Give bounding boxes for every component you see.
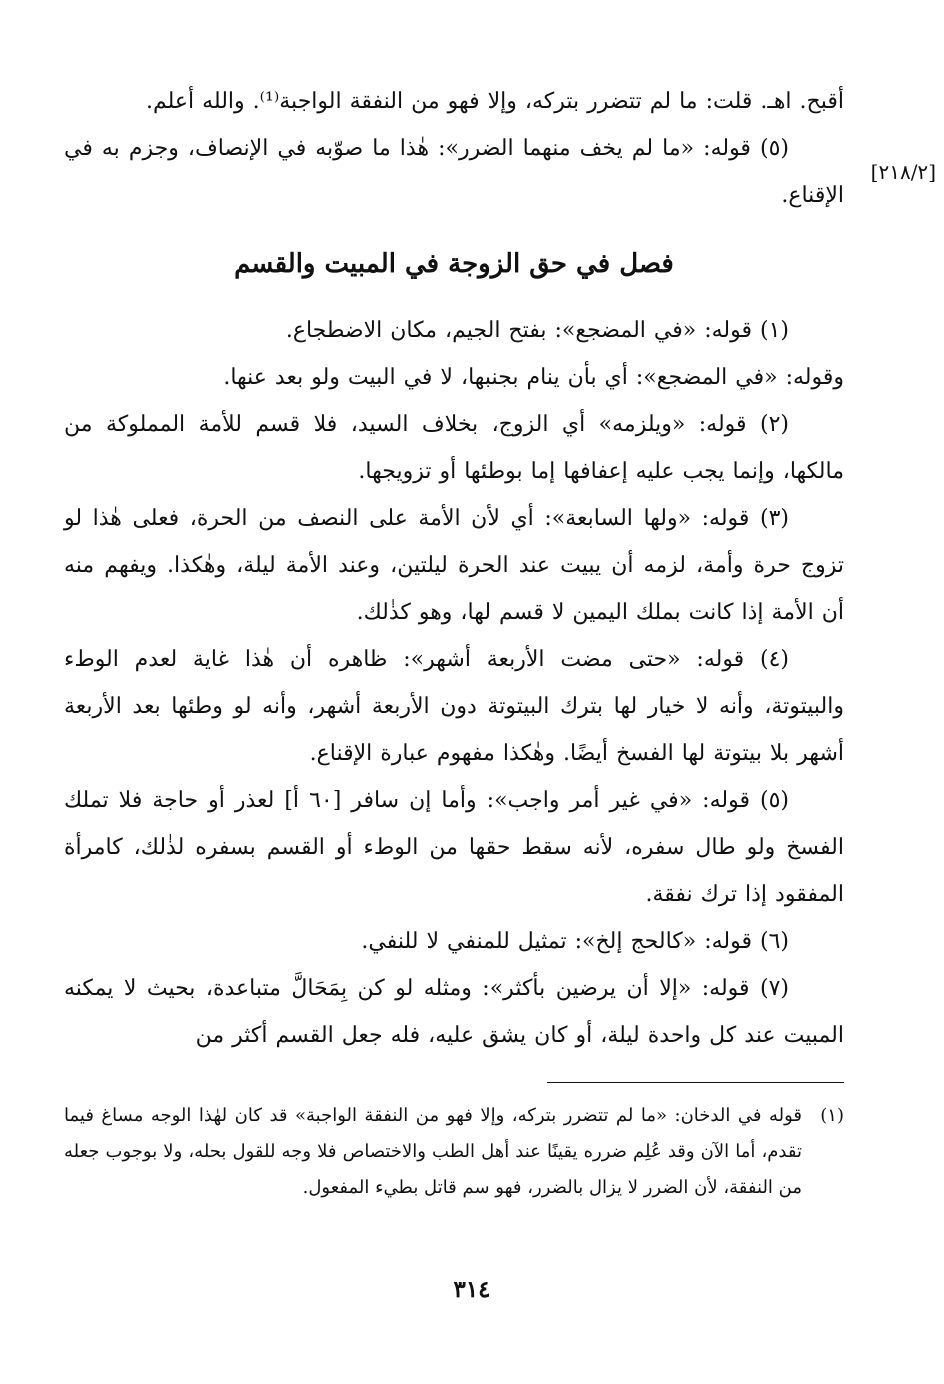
paragraph-3-wa-laha-assabia: (٣) قوله: «ولها السابعة»: أي لأن الأمة على النصف من الحرة، فعلى هٰذا لو تزوج حرة وأمة، لزمه أن يبيت عند الحرة ليلتين، وعند الأمة ليلة، وهٰكذا. ويفهم منه أن الأمة إذا كانت بملك اليمين لا قسم لها، وهو كذٰلك.	[64, 506, 844, 625]
page-number: ٣١٤	[453, 1276, 491, 1303]
paragraph-5-fi-ghayr-amr: (٥) قوله: «في غير أمر واجب»: وأما إن سافر [٦٠ أ] لعذر أو حاجة فلا تملك الفسخ ولو طال سفره، لأنه سقط حقها من الوطء أو القسم بسفره لذٰلك، كامرأة المفقود إذا ترك نفقة.	[64, 788, 844, 907]
footnote-separator	[547, 1082, 844, 1083]
section-heading: فصل في حق الزوجة في المبيت والقسم	[234, 249, 674, 279]
paragraph-1-fi-almadjaa: (١) قوله: «في المضجع»: بفتح الجيم، مكان الاضطجاع.	[285, 318, 789, 343]
paragraph-5-ma-lam-yakhaf: (٥) قوله: «ما لم يخف منهما الضرر»: هٰذا ما صوّبه في الإنصاف، وجزم به في الإقناع.	[64, 136, 844, 208]
footnote-number: (١)	[820, 1105, 844, 1126]
paragraph-7-illa-an-yardayna: (٧) قوله: «إلا أن يرضين بأكثر»: ومثله لو كن بِمَحَالَّ متباعدة، بحيث لا يمكنه المبيت عند كل واحدة ليلة، أو كان يشق عليه، فله جعل القسم أكثر من	[64, 976, 844, 1048]
manuscript-page-reference: [٢١٨/٢]	[870, 160, 936, 184]
paragraph-4-hatta-madat: (٤) قوله: «حتى مضت الأربعة أشهر»: ظاهره أن هٰذا غاية لعدم الوطء والبيتوتة، وأنه لا خيار لها بترك البيتوتة دون الأربعة أشهر، وأنه لو وطئها بعد الأربعة أشهر بلا بيتوتة لها الفسخ أيضًا. وهٰكذا مفهوم عبارة الإقناع.	[64, 647, 844, 766]
footnote-text: قوله في الدخان: «ما لم تتضرر بتركه، وإلا فهو من النفقة الواجبة» قد كان لهٰذا الوجه مساغ فيما تقدم، أما الآن وقد عُلِم ضرره يقينًا عند أهل الطب والاختصاص فلا وجه للقول بحله، ولا بوجوب جعله من النفقة، لأن الضرر لا يزال بالضرر، فهو سم قاتل بطيء المفعول.	[64, 1105, 802, 1198]
footnotes-section	[64, 1098, 844, 1206]
book-page	[64, 78, 936, 1059]
footnote-1	[64, 1098, 844, 1206]
paragraph-2-wa-yalzamuhu: (٢) قوله: «ويلزمه» أي الزوج، بخلاف السيد، فلا قسم للأمة المملوكة من مالكها، وإنما يجب عليه إعفافها إما بوطئها أو تزويجها.	[64, 412, 844, 484]
paragraph-wa-qawluhu: وقوله: «في المضجع»: أي بأن ينام بجنبها، لا في البيت ولو بعد عنها.	[223, 365, 844, 390]
paragraph-line-1: أقبح. اهـ. قلت: ما لم تتضرر بتركه، وإلا فهو من النفقة الواجبة⁽¹⁾. والله أعلم.	[145, 89, 844, 114]
paragraph-6-kal-hajj: (٦) قوله: «كالحج إلخ»: تمثيل للمنفي لا للنفي.	[361, 929, 789, 954]
